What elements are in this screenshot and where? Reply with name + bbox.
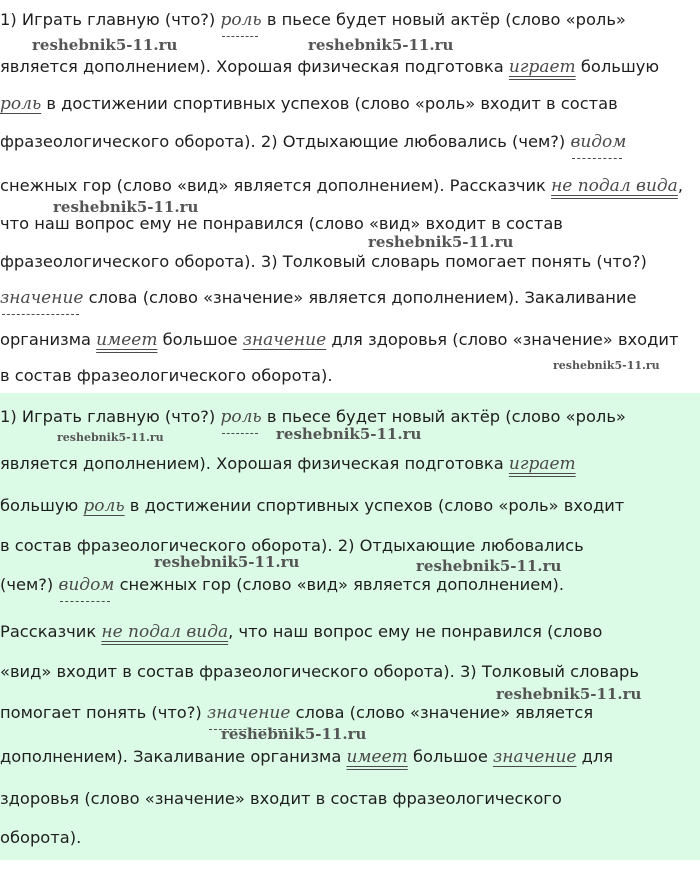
watermark: reshebnik5-11.ru: [32, 36, 178, 54]
object-dash-mark: [572, 158, 622, 159]
text-fragment: ,: [677, 176, 683, 195]
watermark: reshebnik5-11.ru: [154, 553, 300, 571]
text-line: [0, 176, 683, 196]
watermark: reshebnik5-11.ru: [553, 359, 660, 372]
text-line: [0, 703, 593, 723]
text-line: [0, 366, 333, 386]
text-fragment: снежных гор (слово «вид» является дополнением). Рассказчик: [0, 176, 552, 195]
text-fragment: здоровья (слово «значение» входит в состав фразеологического: [0, 789, 562, 808]
text-line: [0, 94, 618, 114]
text-line: [0, 789, 562, 809]
text-fragment: большое: [407, 747, 494, 766]
watermark: reshebnik5-11.ru: [57, 431, 164, 444]
text-fragment: большую: [575, 57, 660, 76]
text-line: [0, 496, 624, 516]
watermark: reshebnik5-11.ru: [308, 36, 454, 54]
answer-block-original: [0, 0, 700, 393]
text-line: [0, 132, 626, 152]
watermark: reshebnik5-11.ru: [416, 557, 562, 575]
text-fragment: является дополнением). Хорошая физическая подготовка: [0, 454, 509, 473]
text-fragment: организма: [0, 330, 97, 349]
text-fragment: в пьесе будет новый актёр (слово «роль»: [261, 10, 626, 29]
text-fragment: «вид» входит в состав фразеологического оборота). 3) Толковый словарь: [0, 662, 639, 681]
text-fragment: что наш вопрос ему не понравился (слово «вид» входит в состав: [0, 214, 563, 233]
answer-block-highlighted: [0, 393, 700, 860]
object-word-dashed: роль: [220, 407, 262, 427]
text-fragment: Рассказчик: [0, 622, 102, 641]
text-fragment: помогает понять (что?): [0, 703, 207, 722]
text-fragment: в пьесе будет новый актёр (слово «роль»: [261, 407, 626, 426]
text-fragment: 1) Играть главную (что?): [0, 10, 221, 29]
object-dash-mark: [209, 729, 286, 730]
text-line: [0, 288, 637, 308]
text-line: [0, 747, 613, 767]
object-word: значение: [493, 747, 577, 767]
predicate-word: играет: [508, 57, 576, 77]
predicate-word: не подал вида: [101, 622, 229, 642]
text-line: [0, 575, 564, 595]
text-fragment: (чем?): [0, 575, 59, 594]
text-line: [0, 10, 626, 30]
text-line: [0, 57, 659, 77]
text-fragment: снежных гор (слово «вид» является дополнением).: [114, 575, 565, 594]
object-dash-mark: [2, 314, 79, 315]
text-line: [0, 662, 639, 682]
text-fragment: большую: [0, 496, 84, 515]
text-line: [0, 828, 81, 848]
text-fragment: в достижении спортивных успехов (слово «роль» входит в состав: [41, 94, 618, 113]
object-word-dashed: видом: [570, 132, 627, 152]
object-dash-mark: [222, 36, 257, 37]
text-fragment: 1) Играть главную (что?): [0, 407, 221, 426]
text-fragment: дополнением). Закаливание организма: [0, 747, 347, 766]
text-fragment: фразеологического оборота). 2) Отдыхающие любовались (чем?): [0, 132, 571, 151]
watermark: reshebnik5-11.ru: [368, 233, 514, 251]
text-fragment: является дополнением). Хорошая физическая подготовка: [0, 57, 509, 76]
object-word-dashed: роль: [220, 10, 262, 30]
text-fragment: в достижении спортивных успехов (слово «роль» входит: [124, 496, 625, 515]
text-line: [0, 454, 576, 474]
text-fragment: оборота).: [0, 828, 82, 847]
object-word-dashed: значение: [206, 703, 291, 723]
text-fragment: слова (слово «значение» является: [290, 703, 594, 722]
text-fragment: для: [576, 747, 614, 766]
object-word-dashed: видом: [58, 575, 115, 595]
text-line: [0, 252, 647, 272]
object-word-dashed: значение: [0, 288, 84, 308]
watermark: reshebnik5-11.ru: [221, 725, 367, 743]
watermark: reshebnik5-11.ru: [276, 425, 422, 443]
text-line: [0, 214, 563, 234]
text-fragment: в состав фразеологического оборота). 2) Отдыхающие любовались: [0, 536, 584, 555]
text-fragment: , что наш вопрос ему не понравился (слово: [228, 622, 603, 641]
text-line: [0, 622, 602, 642]
predicate-word: играет: [508, 454, 576, 474]
object-word: роль: [0, 94, 42, 114]
watermark: reshebnik5-11.ru: [496, 685, 642, 703]
object-word: значение: [242, 330, 327, 350]
text-fragment: большое: [157, 330, 243, 349]
object-dash-mark: [60, 601, 110, 602]
text-line: [0, 407, 626, 427]
object-word: роль: [83, 496, 125, 516]
text-fragment: фразеологического оборота). 3) Толковый словарь помогает понять (что?): [0, 252, 647, 271]
predicate-word: не подал вида: [551, 176, 678, 196]
predicate-word: имеет: [346, 747, 408, 767]
text-fragment: в состав фразеологического оборота).: [0, 366, 333, 385]
predicate-word: имеет: [96, 330, 158, 350]
text-fragment: слова (слово «значение» является дополнением). Закаливание: [83, 288, 637, 307]
watermark: reshebnik5-11.ru: [53, 198, 199, 216]
text-line: [0, 330, 678, 350]
object-dash-mark: [222, 433, 257, 434]
text-fragment: для здоровья (слово «значение» входит: [326, 330, 679, 349]
